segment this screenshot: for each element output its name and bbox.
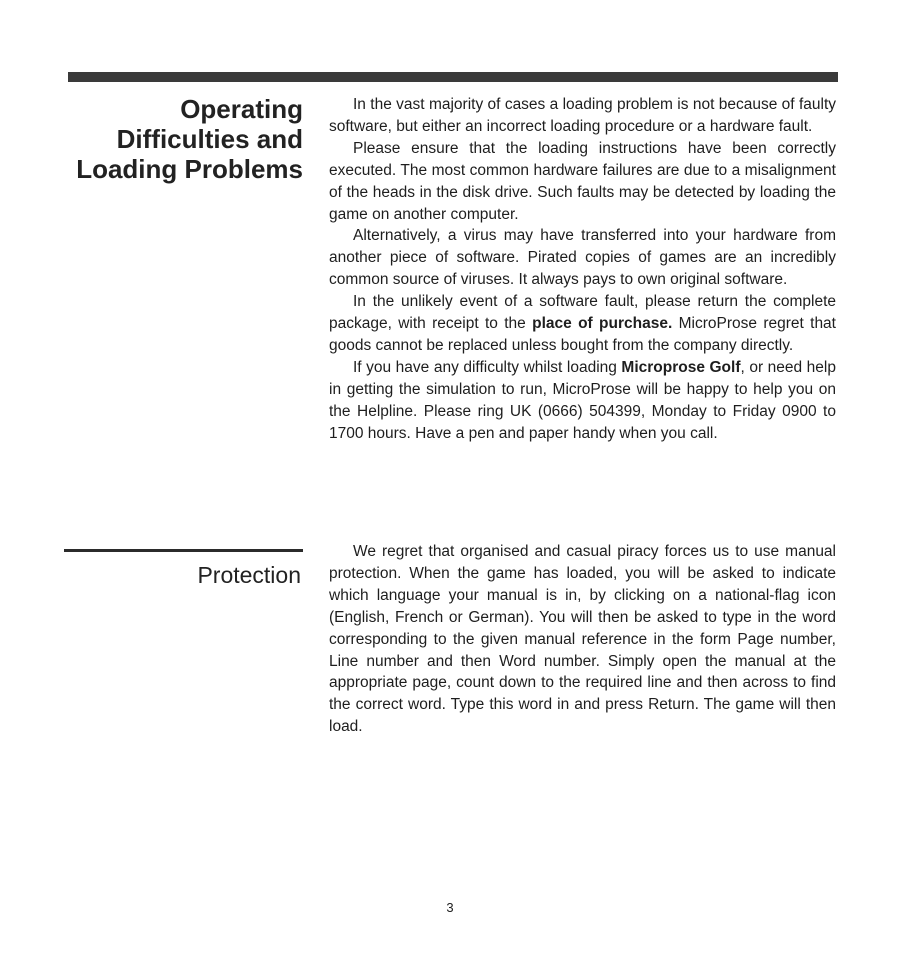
text-run: In the vast majority of cases a loading problem is not because of faulty software, but either an incorrect loading procedure or a hardware fault. [329, 96, 836, 135]
text-run: MicroProse regret that goods cannot be replaced unless bought from the company directly. [329, 315, 836, 354]
section-title-line: Operating [180, 94, 303, 124]
section-title-line: Difficulties and [116, 124, 303, 154]
paragraph [329, 541, 836, 738]
emphasis-place-of-purchase: place of purchase. [532, 315, 673, 333]
paragraph [329, 138, 836, 226]
section-title-loading-problems [76, 94, 303, 184]
section-title-protection: Protection [197, 562, 301, 588]
loading-problems-body [329, 94, 836, 445]
top-rule [68, 72, 838, 82]
text-run: In the unlikely event of a software fault, please return the complete package, with receipt to the [329, 293, 836, 333]
text-run: , or need help in getting the simulation to run, MicroProse will be happy to help you on the Helpline. Please ring UK (0666) 504399, Monday to Friday 0900 to 1700 hours. Have a pen and paper handy when you call. [329, 358, 836, 442]
text-run: Please ensure that the loading instructions have been correctly executed. The most common hardware failures are due to a misalignment of the heads in the disk drive. Such faults may be detected by loading the game on another computer. [329, 139, 836, 223]
paragraph [329, 225, 836, 291]
text-run: We regret that organised and casual piracy forces us to use manual protection. When the game has loaded, you will be asked to indicate which language your manual is in, by clicking on a national-flag icon (English, French or German). You will then be asked to type in the word corresponding to the given manual reference in the form Page number, Line number and then Word number. Simply open the manual at the appropriate page, count down to the required line and then across to find the correct word. Type this word in and press Return. The game will then load. [329, 543, 836, 736]
protection-body [329, 541, 836, 738]
paragraph [329, 94, 836, 138]
section-title-line: Loading Problems [76, 154, 303, 184]
paragraph [329, 357, 836, 445]
text-run: If you have any difficulty whilst loading [353, 358, 622, 376]
emphasis-product-name: Microprose Golf [621, 358, 741, 376]
paragraph [329, 291, 836, 357]
page-number: 3 [446, 900, 454, 915]
section-divider [64, 549, 303, 552]
text-run: Alternatively, a virus may have transferred into your hardware from another piece of software. Pirated copies of games are an incredibly common source of viruses. It always pays to own original software. [329, 227, 836, 289]
